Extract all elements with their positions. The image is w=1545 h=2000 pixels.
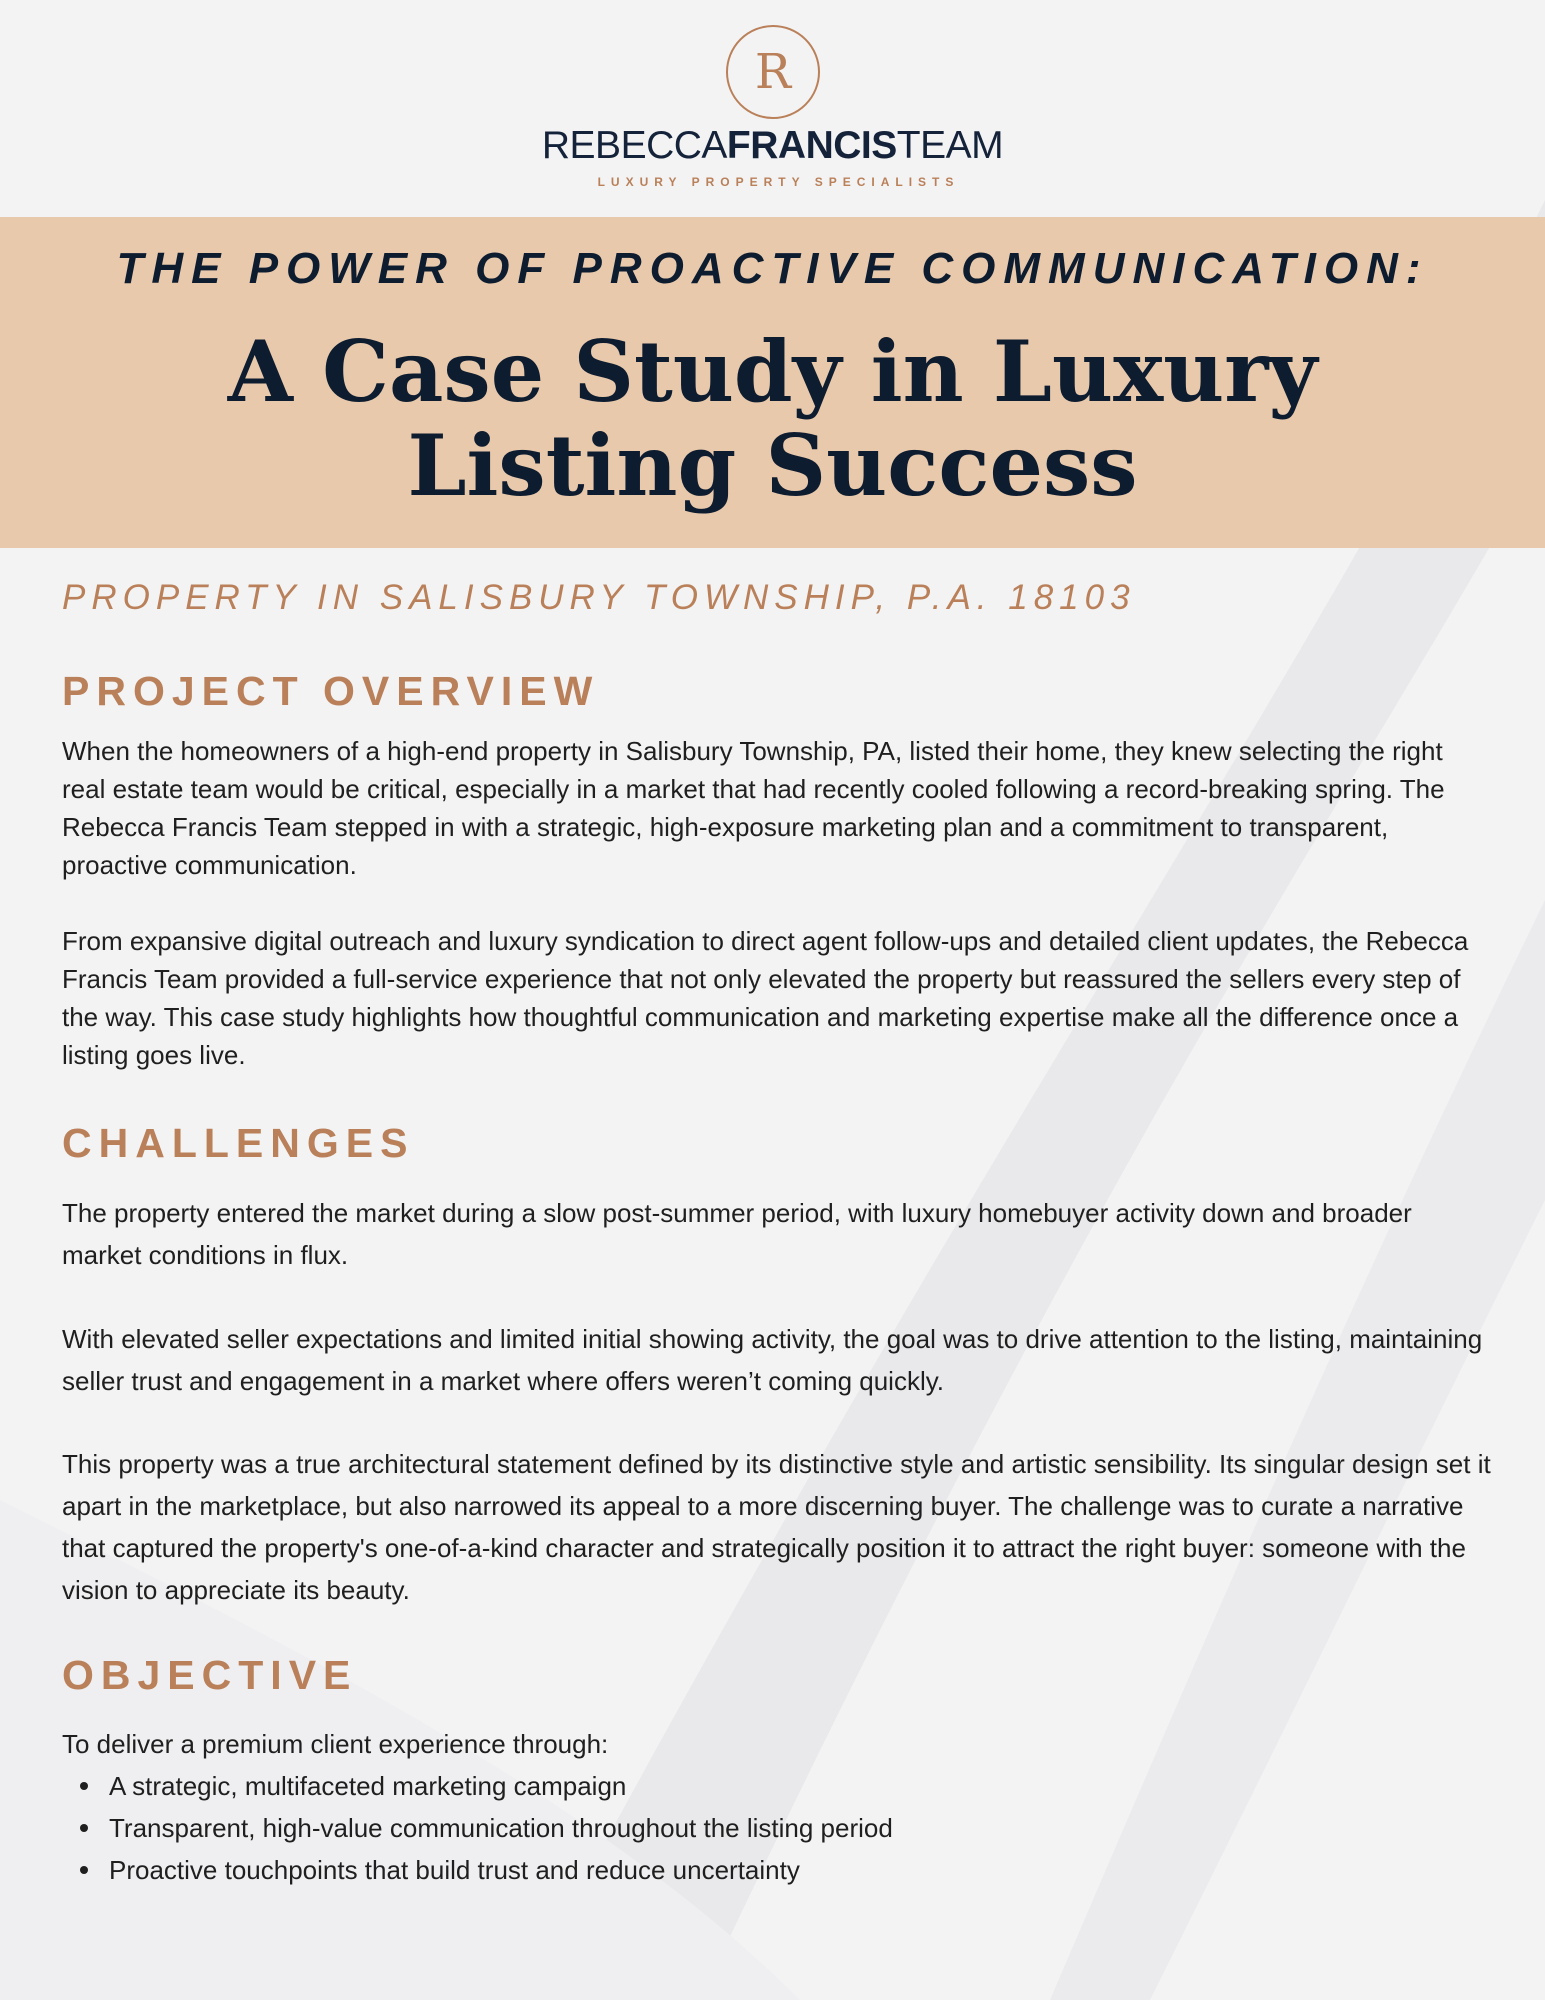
list-item [62,1849,893,1891]
list-item-text: A strategic, multifaceted marketing campaign [109,1771,627,1801]
overview-paragraph-1: When the homeowners of a high-end property in Salisbury Township, PA, listed their home, they knew selecting the right real estate team would be critical, especially in a market that had recently cooled following a record-breaking spring. The Rebecca Francis Team stepped in with a strategic, high-exposure marketing plan and a commitment to transparent, proactive communication. [62,736,1445,880]
property-location: PROPERTY IN SALISBURY TOWNSHIP, P.A. 18103 [62,578,1136,617]
r-monogram-icon [723,22,823,122]
brand-name-bold: FRANCIS [726,124,897,167]
list-item-text: Transparent, high-value communication throughout the listing period [109,1813,893,1843]
brand-tagline: LUXURY PROPERTY SPECIALISTS [597,175,960,189]
challenges-heading: CHALLENGES [62,1120,415,1166]
svg-text:R: R [754,44,791,100]
brand-logo [0,22,1545,189]
brand-name [0,126,1545,165]
list-item [62,1807,893,1849]
bullet-icon [80,1782,88,1790]
brand-name-last: TEAM [896,124,1004,167]
objective-list [62,1765,893,1891]
bullet-icon [80,1824,88,1832]
objective-heading: OBJECTIVE [62,1652,358,1698]
page-title [0,322,1545,515]
list-item [62,1765,893,1807]
overview-heading: PROJECT OVERVIEW [62,668,600,714]
list-item-text: Proactive touchpoints that build trust and reduce uncertainty [109,1855,800,1885]
brand-name-first: REBECCA [541,124,727,167]
page-title-line-2: Listing Success [407,416,1138,515]
objective-intro: To deliver a premium client experience through: [62,1729,609,1759]
page-title-line-1: A Case Study in Luxury [227,322,1318,421]
challenges-paragraph-3: This property was a true architectural statement defined by its distinctive style and artistic sensibility. Its singular design set it apart in the marketplace, but also narrowed its appeal to a more discerning buyer. The challenge was to curate a narrative that captured the property's one-of-a-kind character and strategically position it to attract the right buyer: someone with the vision to appreciate its beauty. [62,1449,1491,1605]
challenges-paragraph-2: With elevated seller expectations and limited initial showing activity, the goal was to drive attention to the listing, maintaining seller trust and engagement in a market where offers weren’t coming quickly. [62,1324,1483,1396]
overview-paragraph-2: From expansive digital outreach and luxury syndication to direct agent follow-ups and detailed client updates, the Rebecca Francis Team provided a full-service experience that not only elevated the property but reassured the sellers every step of the way. This case study highlights how thoughtful communication and marketing expertise make all the difference once a listing goes live. [62,926,1469,1070]
challenges-paragraph-1: The property entered the market during a slow post-summer period, with luxury homebuyer activity down and broader market conditions in flux. [62,1198,1412,1270]
bullet-icon [80,1866,88,1874]
kicker-heading: THE POWER OF PROACTIVE COMMUNICATION: [116,244,1429,293]
